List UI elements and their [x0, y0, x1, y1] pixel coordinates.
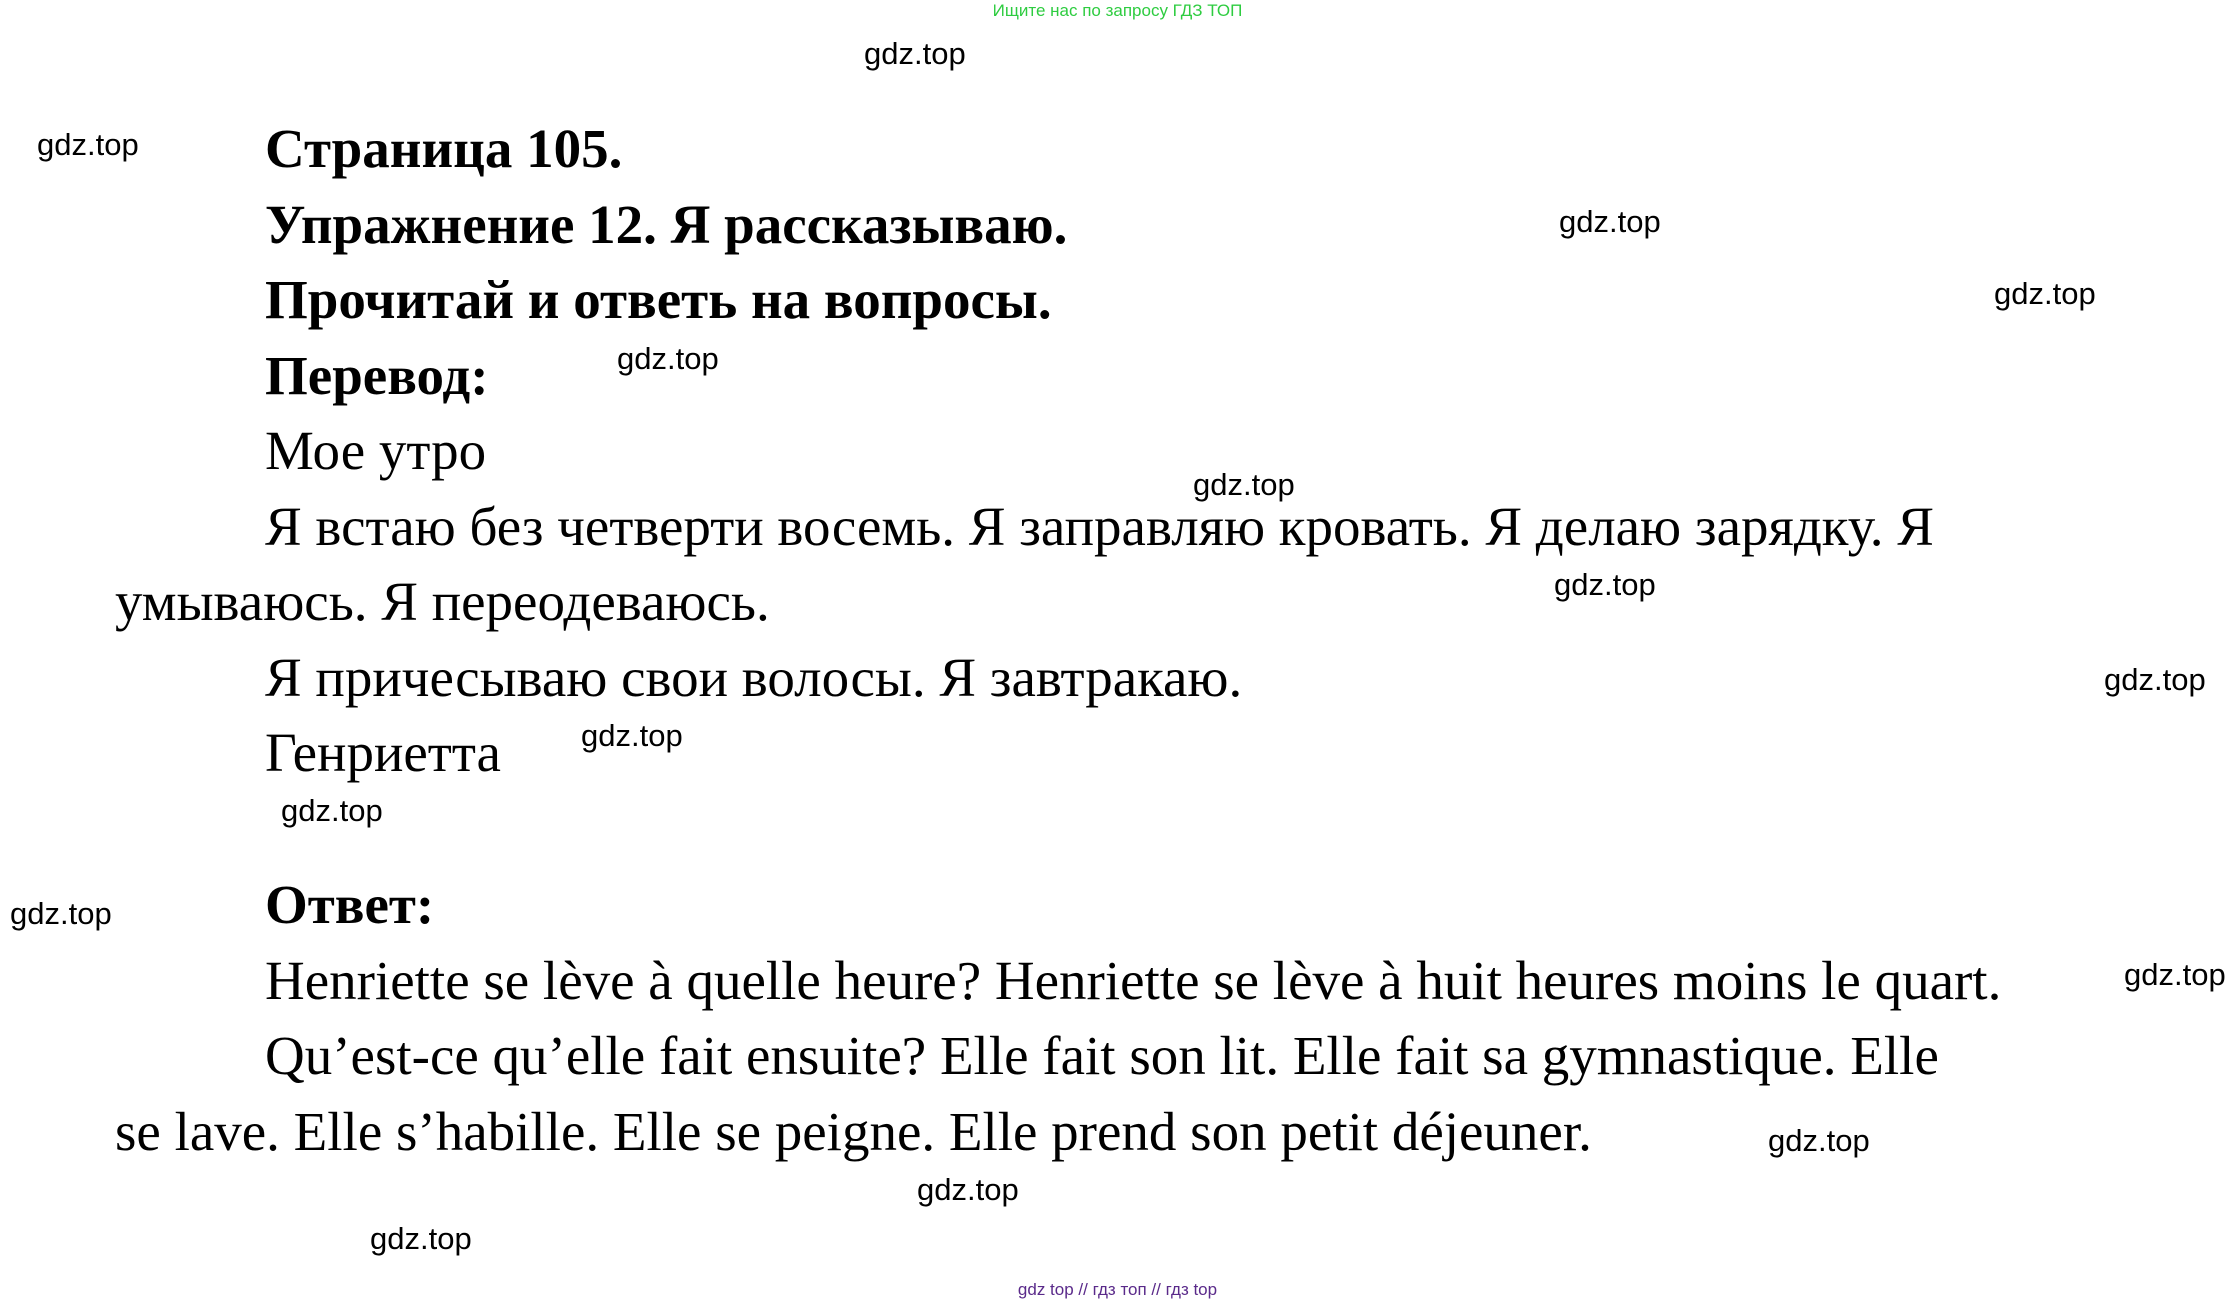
translation-paragraph-line: умываюсь. Я переодеваюсь. [115, 571, 770, 632]
watermark: gdz.top [281, 793, 383, 828]
watermark: gdz.top [917, 1172, 1019, 1207]
answer-line: se lave. Elle s’habille. Elle se peigne. Elle prend son petit déjeuner. [115, 1101, 1592, 1162]
translation-paragraph-line: Я причесываю свои волосы. Я завтракаю. [265, 647, 1243, 708]
watermark: gdz.top [37, 127, 139, 162]
watermark: gdz.top [1994, 276, 2096, 311]
watermark: gdz.top [1559, 204, 1661, 239]
watermark: gdz.top [617, 341, 719, 376]
exercise-title: Упражнение 12. Я рассказываю. [265, 194, 1068, 255]
page-title: Страница 105. [265, 118, 623, 179]
search-hint-banner: Ищите нас по запросу ГДЗ ТОП [992, 1, 1243, 20]
answer-line: Henriette se lève à quelle heure? Henriette se lève à huit heures moins le quart. [265, 950, 2002, 1011]
watermark: gdz.top [1193, 467, 1295, 502]
answer-label: Ответ: [265, 874, 435, 935]
watermark: gdz.top [10, 896, 112, 931]
task-instruction: Прочитай и ответь на вопросы. [265, 269, 1052, 330]
answer-line: Qu’est-ce qu’elle fait ensuite? Elle fait son lit. Elle fait sa gymnastique. Elle [265, 1025, 1939, 1086]
watermark: gdz.top [581, 718, 683, 753]
watermark: gdz.top [1554, 567, 1656, 602]
watermark: gdz.top [2124, 957, 2226, 992]
watermark: gdz.top [1768, 1123, 1870, 1158]
watermark: gdz.top [2104, 662, 2206, 697]
translation-label: Перевод: [265, 345, 489, 406]
translation-title: Мое утро [265, 420, 487, 481]
watermark: gdz.top [864, 36, 966, 71]
footer-links: gdz top // гдз топ // гдз top [1017, 1280, 1218, 1299]
watermark: gdz.top [370, 1221, 472, 1256]
translation-signature: Генриетта [265, 722, 501, 783]
translation-paragraph-line: Я встаю без четверти восемь. Я заправляю кровать. Я делаю зарядку. Я [265, 496, 1934, 557]
